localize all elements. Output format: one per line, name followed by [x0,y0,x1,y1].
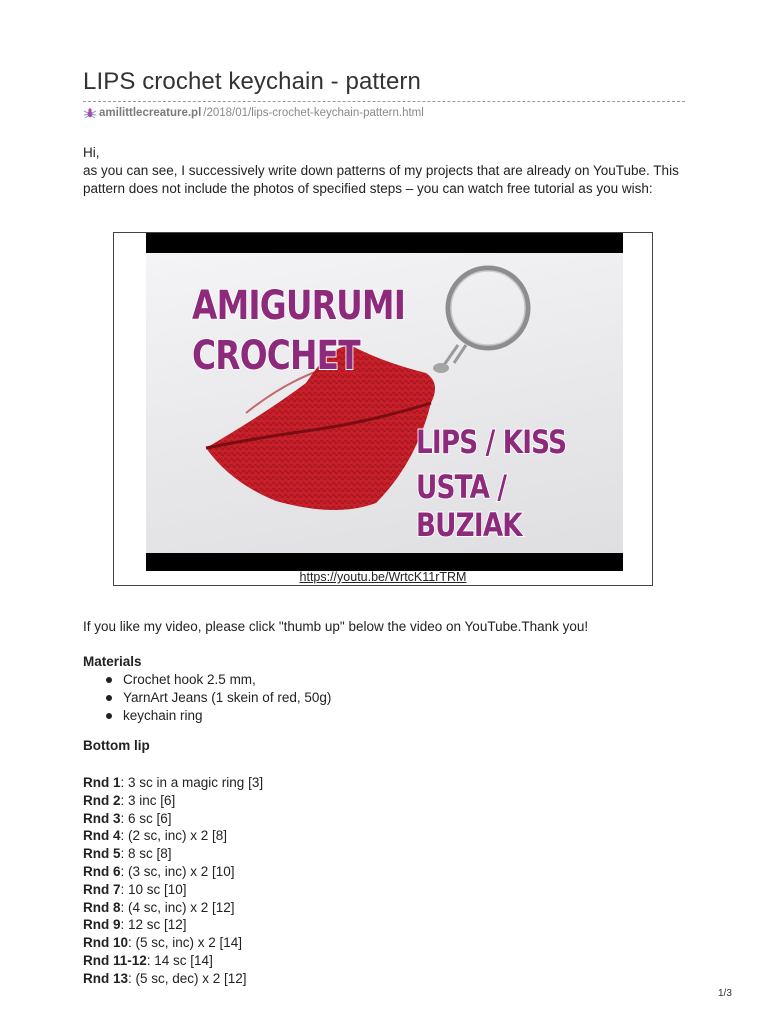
round-line: Rnd 6: (3 sc, inc) x 2 [10] [83,863,235,879]
round-line: Rnd 5: 8 sc [8] [83,846,172,862]
round-line: Rnd 1: 3 sc in a magic ring [3] [83,775,264,790]
round-line: Rnd 8: (4 sc, inc) x 2 [12] [83,899,235,915]
page-title: LIPS crochet keychain - pattern [83,68,421,95]
materials-list [83,671,331,725]
list-item: keychain ring [83,707,331,725]
thumb-text-usta-buziak: USTA / BUZIAK [416,468,522,544]
source-path[interactable]: /2018/01/lips-crochet-keychain-pattern.html [203,107,424,119]
list-item: Crochet hook 2.5 mm, [83,671,331,689]
page-number: 1/3 [718,988,732,999]
intro-text [83,144,683,198]
thumb-text-amigurumi: AMIGURUMI [192,283,406,329]
video-embed [113,232,653,586]
round-line: Rnd 10: (5 sc, inc) x 2 [14] [83,935,243,951]
bottom-lip-heading: Bottom lip [83,738,150,753]
list-item: YarnArt Jeans (1 skein of red, 50g) [83,689,331,707]
round-line: Rnd 7: 10 sc [10] [83,881,187,897]
thumb-text-lips-kiss: LIPS / KISS [416,423,567,461]
thumbnail-image [146,253,623,553]
bug-icon [83,107,97,119]
materials-heading: Materials [83,654,142,669]
intro-paragraph: as you can see, I successively write down patterns of my projects that are already on YouTube. This pattern does not include the photos of specified steps – you can watch free tutorial as you wish: [83,163,679,196]
title-divider [83,101,685,102]
round-line: Rnd 11-12: 14 sc [14] [83,952,213,968]
source-domain[interactable]: amilittlecreature.pl [99,107,202,119]
intro-greeting: Hi, [83,145,100,160]
thumbs-up-note: If you like my video, please click "thumb up" below the video on YouTube.Thank you! [83,619,589,634]
round-line: Rnd 4: (2 sc, inc) x 2 [8] [83,828,228,844]
source-url[interactable] [83,107,424,119]
youtube-link[interactable]: https://youtu.be/WrtcK11rTRM [299,570,467,584]
round-line: Rnd 3: 6 sc [6] [83,810,172,826]
thumb-text-crochet: CROCHET [192,333,360,379]
video-thumbnail[interactable] [146,233,623,571]
round-line: Rnd 9: 12 sc [12] [83,917,187,933]
round-line: Rnd 13: (5 sc, dec) x 2 [12] [83,970,247,986]
round-line: Rnd 2: 3 inc [6] [83,792,176,808]
rounds-list [83,774,263,988]
